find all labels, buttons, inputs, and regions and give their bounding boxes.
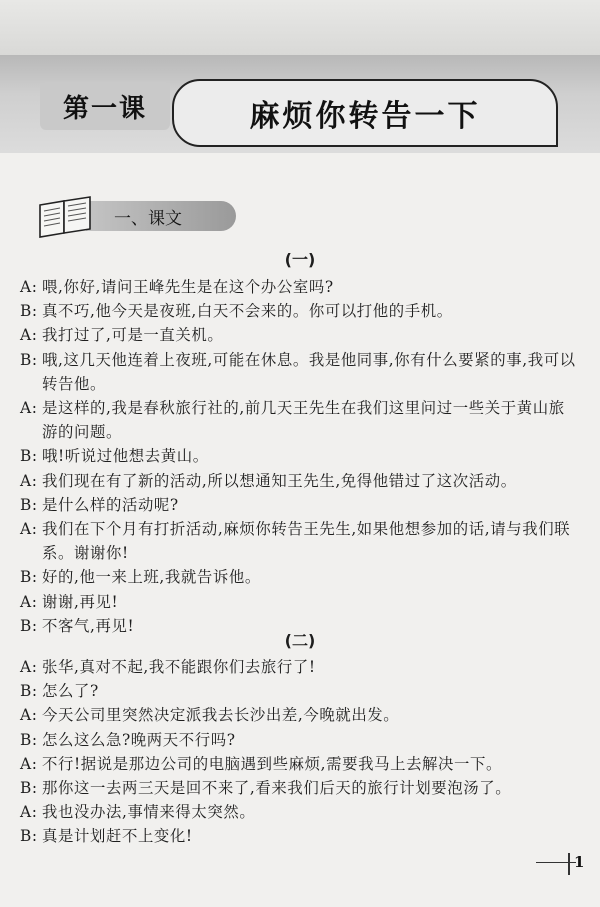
dialogue-line	[20, 679, 580, 703]
speaker-label: A:	[20, 592, 38, 611]
lesson-title: 麻烦你转告一下	[249, 99, 481, 134]
dialogue-line	[20, 776, 580, 800]
dialogue-line	[20, 655, 580, 679]
lesson-number-tab	[40, 82, 170, 130]
dialogue-line	[20, 728, 580, 752]
section-title: 一、课文	[114, 208, 182, 229]
dialogue-line	[20, 517, 580, 565]
dialogue-line	[20, 275, 580, 299]
dialogue-1-heading: (一)	[284, 250, 316, 269]
page-number: 1	[574, 853, 585, 871]
utterance-text: 张华,真对不起,我不能跟你们去旅行了!	[42, 658, 316, 676]
section-pill	[86, 201, 236, 231]
utterance-text: 是这样的,我是春秋旅行社的,前几天王先生在我们这里问过一些关于黄山旅游的问题。	[42, 399, 565, 442]
speaker-label: B:	[20, 616, 38, 635]
utterance-text: 哦,这几天他连着上夜班,可能在休息。我是他同事,你有什么要紧的事,我可以转告他。	[42, 350, 576, 393]
dialogue-line	[20, 752, 580, 776]
speaker-label: A:	[20, 399, 38, 418]
utterance-text: 真是计划赶不上变化!	[42, 827, 193, 846]
dialogue-2	[20, 655, 580, 849]
speaker-label: A:	[20, 326, 38, 345]
utterance-text: 好的,他一来上班,我就告诉他。	[42, 568, 261, 587]
utterance-text: 今天公司里突然决定派我去长沙出差,今晚就出发。	[42, 706, 400, 725]
speaker-label: B:	[20, 779, 38, 798]
utterance-text: 怎么了?	[42, 682, 99, 701]
utterance-text: 我也没办法,事情来得太突然。	[42, 803, 256, 822]
open-book-icon	[36, 193, 94, 239]
dialogue-line	[20, 703, 580, 727]
dialogue-1	[20, 275, 580, 638]
utterance-text: 怎么这么急?晚两天不行吗?	[42, 730, 236, 749]
speaker-label: B:	[20, 447, 38, 466]
section-heading	[36, 193, 286, 239]
utterance-text: 喂,你好,请问王峰先生是在这个办公室吗?	[42, 278, 334, 296]
speaker-label: B:	[20, 730, 38, 749]
speaker-label: B:	[20, 682, 38, 701]
utterance-text: 我们在下个月有打折活动,麻烦你转告王先生,如果他想参加的话,请与我们联系。谢谢你!	[42, 520, 571, 563]
utterance-text: 哦!听说过他想去黄山。	[42, 447, 209, 466]
lesson-title-box	[172, 79, 558, 147]
utterance-text: 是什么样的活动呢?	[42, 495, 179, 514]
header-top-strip	[0, 0, 600, 55]
dialogue-line	[20, 348, 580, 396]
dialogue-line	[20, 565, 580, 589]
utterance-text: 真不巧,他今天是夜班,白天不会来的。你可以打他的手机。	[42, 302, 453, 321]
utterance-text: 谢谢,再见!	[42, 592, 119, 611]
dialogue-line	[20, 590, 580, 614]
speaker-label: A:	[20, 803, 38, 822]
utterance-text: 不客气,再见!	[42, 616, 135, 635]
speaker-label: B:	[20, 350, 38, 369]
dialogue-line	[20, 469, 580, 493]
speaker-label: B:	[20, 495, 38, 514]
dialogue-line	[20, 396, 580, 444]
dialogue-line	[20, 444, 580, 468]
dialogue-line	[20, 800, 580, 824]
speaker-label: A:	[20, 520, 38, 539]
speaker-label: B:	[20, 827, 38, 846]
dialogue-2-heading: (二)	[284, 631, 316, 650]
speaker-label: A:	[20, 278, 38, 296]
dialogue-line	[20, 299, 580, 323]
speaker-label: A:	[20, 706, 38, 725]
speaker-label: A:	[20, 754, 38, 773]
speaker-label: A:	[20, 471, 38, 490]
speaker-label: A:	[20, 658, 38, 676]
utterance-text: 不行!据说是那边公司的电脑遇到些麻烦,需要我马上去解决一下。	[42, 754, 503, 773]
dialogue-line	[20, 323, 580, 347]
utterance-text: 我们现在有了新的活动,所以想通知王先生,免得他错过了这次活动。	[42, 471, 517, 490]
dialogue-line	[20, 493, 580, 517]
lesson-number: 第一课	[62, 93, 147, 124]
dialogue-line	[20, 824, 580, 848]
utterance-text: 那你这一去两三天是回不来了,看来我们后天的旅行计划要泡汤了。	[42, 779, 512, 798]
utterance-text: 我打过了,可是一直关机。	[42, 326, 224, 345]
speaker-label: B:	[20, 568, 38, 587]
speaker-label: B:	[20, 302, 38, 321]
